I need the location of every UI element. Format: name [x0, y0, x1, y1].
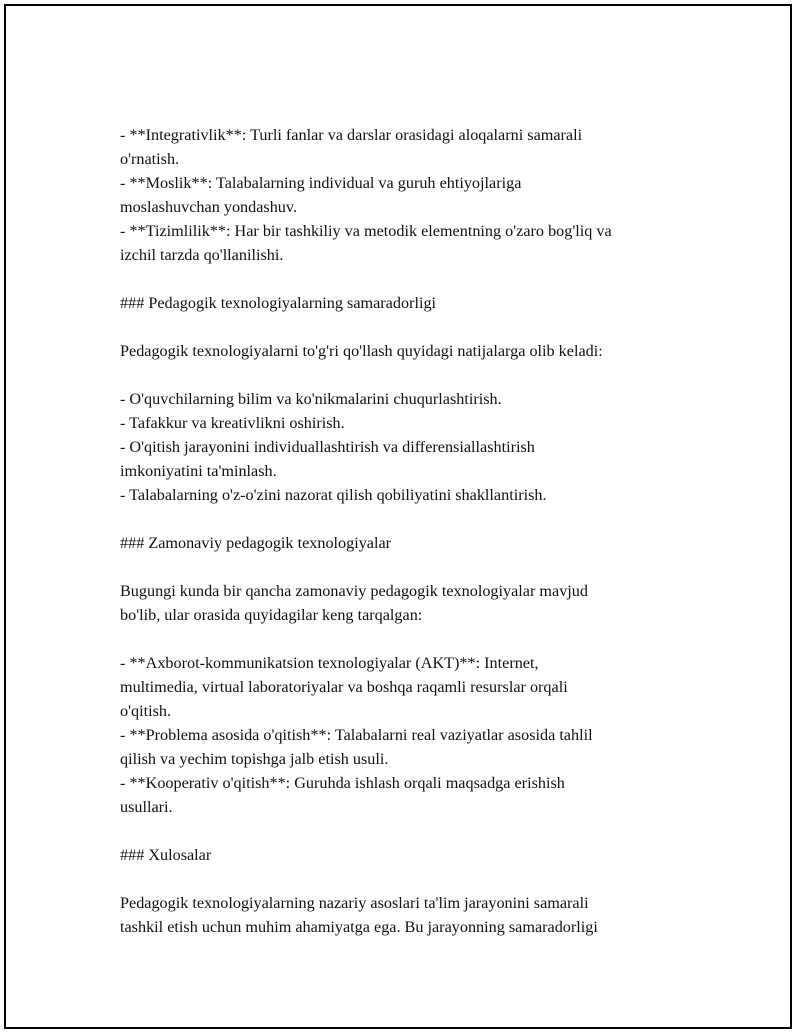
text-line: bo'lib, ular orasida quyidagilar keng tarqalgan: [120, 606, 423, 624]
blank-line [120, 555, 695, 579]
text-line: - **Integrativlik**: Turli fanlar va darslar orasidagi aloqalarni samarali [120, 126, 583, 144]
text-line: izchil tarzda qo'llanilishi. [120, 246, 284, 264]
blank-line [120, 507, 695, 531]
blank-line [120, 627, 695, 651]
blank-line [120, 363, 695, 387]
text-line: multimedia, virtual laboratoriyalar va boshqa raqamli resurslar orqali [120, 678, 568, 696]
text-line: usullari. [120, 798, 173, 816]
text-line: Pedagogik texnologiyalarning nazariy asoslari ta'lim jarayonini samarali [120, 894, 589, 912]
text-line: o'rnatish. [120, 150, 180, 168]
text-line: imkoniyatini ta'minlash. [120, 462, 277, 480]
text-line: - **Tizimlilik**: Har bir tashkiliy va metodik elementning o'zaro bog'liq va [120, 222, 612, 240]
section-heading: ### Xulosalar [120, 846, 212, 864]
text-line: - Talabalarning o'z-o'zini nazorat qilish qobiliyatini shakllantirish. [120, 486, 547, 504]
text-line: moslashuvchan yondashuv. [120, 198, 297, 216]
document-page [4, 4, 792, 1029]
text-line: Pedagogik texnologiyalarni to'g'ri qo'llash quyidagi natijalarga olib keladi: [120, 342, 603, 360]
text-line: qilish va yechim topishga jalb etish usuli. [120, 750, 389, 768]
text-line: Bugungi kunda bir qancha zamonaviy pedagogik texnologiyalar mavjud [120, 582, 588, 600]
blank-line [120, 267, 695, 291]
blank-line [120, 867, 695, 891]
text-line: - **Kooperativ o'qitish**: Guruhda ishlash orqali maqsadga erishish [120, 774, 565, 792]
text-line: tashkil etish uchun muhim ahamiyatga ega. Bu jarayonning samaradorligi [120, 918, 598, 936]
section-heading: ### Zamonaviy pedagogik texnologiyalar [120, 534, 392, 552]
blank-line [120, 315, 695, 339]
text-line: - O'qitish jarayonini individuallashtirish va differensiallashtirish [120, 438, 535, 456]
text-line: - **Moslik**: Talabalarning individual va guruh ehtiyojlariga [120, 174, 522, 192]
document-text [120, 123, 695, 939]
text-line: - O'quvchilarning bilim va ko'nikmalarini chuqurlashtirish. [120, 390, 502, 408]
section-heading: ### Pedagogik texnologiyalarning samaradorligi [120, 294, 437, 312]
text-line: - **Problema asosida o'qitish**: Talabalarni real vaziyatlar asosida tahlil [120, 726, 593, 744]
blank-line [120, 819, 695, 843]
text-line: o'qitish. [120, 702, 172, 720]
text-line: - **Axborot-kommunikatsion texnologiyalar (AKT)**: Internet, [120, 654, 539, 672]
text-line: - Tafakkur va kreativlikni oshirish. [120, 414, 345, 432]
